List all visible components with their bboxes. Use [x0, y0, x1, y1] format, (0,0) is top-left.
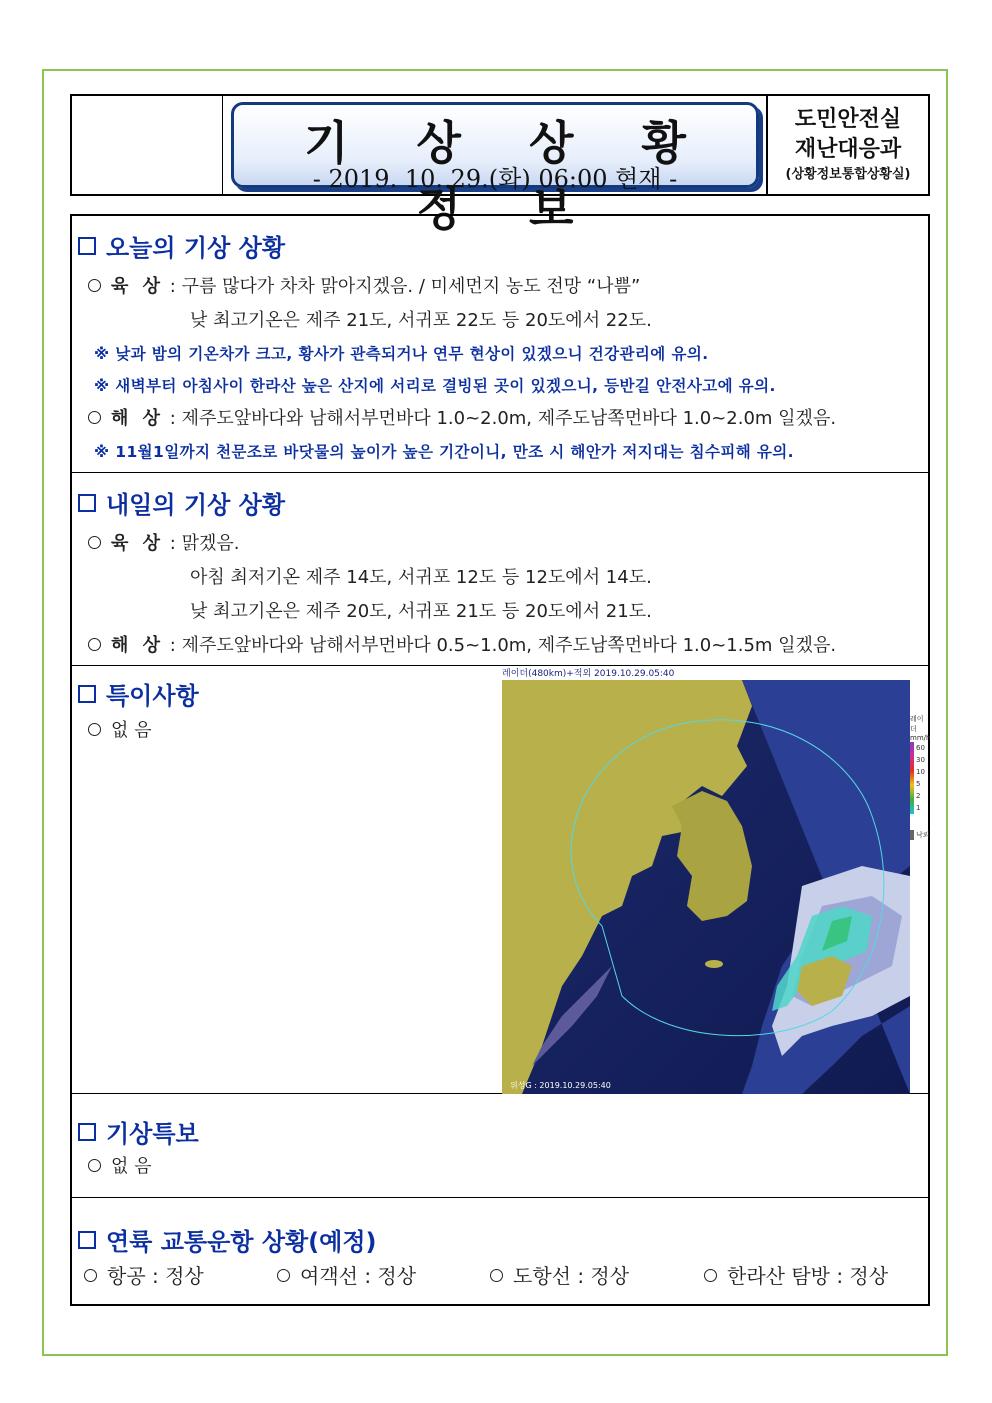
today-land-text: : 구름 많다가 차차 맑아지겠음. / 미세먼지 농도 전망 “나쁨”	[169, 276, 641, 297]
today-heading	[78, 228, 285, 263]
department-name: 도민안전실	[794, 107, 902, 132]
circle-bullet-icon	[277, 1269, 290, 1282]
circle-bullet-icon	[88, 536, 101, 549]
sea-label: 해 상	[111, 408, 165, 429]
header-title-cell	[223, 96, 768, 236]
tomorrow-land-text: : 맑겠음.	[169, 533, 240, 554]
tomorrow-land-text2: 아침 최저기온 제주 14도, 서귀포 12도 등 12도에서 14도.	[190, 567, 652, 588]
circle-bullet-icon	[88, 723, 101, 736]
circle-bullet-icon	[88, 279, 101, 292]
circle-bullet-icon	[84, 1269, 97, 1282]
transport-heading	[78, 1222, 377, 1257]
legend-lightning: 낙뢰	[916, 831, 930, 839]
hallasan-status: 한라산 탐방 : 정상	[727, 1264, 889, 1288]
tomorrow-section	[72, 473, 928, 666]
department-cell	[768, 96, 928, 194]
legend-value: 30	[916, 756, 925, 764]
today-note-3: ※ 11월1일까지 천문조로 바닷물의 높이가 높은 기간이니, 만조 시 해안가 저지대는 침수피해 유의.	[94, 443, 794, 461]
circle-bullet-icon	[88, 638, 101, 651]
special-heading	[78, 676, 199, 711]
today-land-line	[88, 272, 640, 298]
warning-heading	[78, 1114, 199, 1149]
header-left-cell	[72, 96, 223, 194]
today-note-1: ※ 낮과 밤의 기온차가 크고, 황사가 관측되거나 연무 현상이 있겠으니 건강관리에 유의.	[94, 345, 709, 363]
transport-title: 연륙 교통운항 상황(예정)	[106, 1228, 377, 1256]
circle-bullet-icon	[704, 1269, 717, 1282]
radar-caption: 레이더(480km)+적외 2019.10.29.05:40	[502, 666, 910, 680]
checkbox-square-icon	[78, 237, 96, 255]
report-body	[70, 214, 930, 1306]
transport-air	[84, 1260, 204, 1289]
checkbox-square-icon	[78, 494, 96, 512]
report-title: 기 상 상 황 정 보	[304, 116, 712, 236]
warning-title: 기상특보	[106, 1120, 199, 1148]
legend-title: 레이더	[910, 715, 924, 733]
tomorrow-land-line	[88, 529, 239, 555]
report-header	[70, 94, 930, 236]
checkbox-square-icon	[78, 1123, 96, 1141]
today-note-2: ※ 새벽부터 아침사이 한라산 높은 산지에 서리로 결빙된 곳이 있겠으니, 등반길 안전사고에 유의.	[94, 377, 776, 395]
radar-legend	[910, 714, 930, 854]
transport-ferry	[277, 1260, 416, 1289]
sea-label: 해 상	[111, 635, 165, 656]
today-sea-text: : 제주도앞바다와 남해서부먼바다 1.0~2.0m, 제주도남쪽먼바다 1.0~2.0m 일겠음.	[169, 408, 837, 429]
legend-unit: mm/h	[910, 734, 931, 742]
legend-value: 2	[916, 792, 921, 800]
warning-item-text: 없 음	[111, 1156, 152, 1177]
special-title: 특이사항	[106, 682, 199, 710]
today-section	[72, 216, 928, 473]
radar-footer: 위성G : 2019.10.29.05:40	[510, 1081, 611, 1090]
radar-map	[502, 666, 910, 1094]
warning-section	[72, 1094, 928, 1198]
today-title: 오늘의 기상 상황	[106, 234, 285, 262]
land-label: 육 상	[111, 276, 165, 297]
division-name: 재난대응과	[794, 137, 902, 162]
land-label: 육 상	[111, 533, 165, 554]
radar-satellite-image	[502, 666, 931, 1094]
tomorrow-sea-line	[88, 631, 836, 657]
checkbox-square-icon	[78, 685, 96, 703]
circle-bullet-icon	[88, 411, 101, 424]
island-ferry-status: 도항선 : 정상	[513, 1264, 630, 1288]
special-item-text: 없 음	[111, 720, 152, 741]
warning-item	[88, 1152, 152, 1178]
circle-bullet-icon	[490, 1269, 503, 1282]
legend-value: 10	[916, 768, 925, 776]
circle-bullet-icon	[88, 1159, 101, 1172]
office-name: (상황정보통합상황실)	[785, 167, 911, 182]
tomorrow-title: 내일의 기상 상황	[106, 491, 285, 519]
tomorrow-heading	[78, 485, 285, 520]
special-section	[72, 666, 931, 1094]
ferry-status: 여객선 : 정상	[300, 1264, 417, 1288]
title-box	[231, 102, 759, 236]
today-land-text2: 낮 최고기온은 제주 21도, 서귀포 22도 등 20도에서 22도.	[190, 310, 652, 331]
air-status: 항공 : 정상	[107, 1264, 204, 1288]
checkbox-square-icon	[78, 1231, 96, 1249]
legend-value: 5	[916, 780, 921, 788]
transport-island-ferry	[490, 1260, 629, 1289]
today-sea-line	[88, 404, 836, 430]
legend-value: 1	[916, 804, 921, 812]
tomorrow-sea-text: : 제주도앞바다와 남해서부먼바다 0.5~1.0m, 제주도남쪽먼바다 1.0~1.5m 일겠음.	[169, 635, 837, 656]
transport-section	[72, 1198, 928, 1304]
tomorrow-land-text3: 낮 최고기온은 제주 20도, 서귀포 21도 등 20도에서 21도.	[190, 601, 652, 622]
special-item	[88, 716, 152, 742]
legend-value: 60	[916, 744, 925, 752]
transport-hallasan	[704, 1260, 888, 1289]
report-date: - 2019. 10. 29.(화) 06:00 현재 -	[312, 165, 678, 193]
